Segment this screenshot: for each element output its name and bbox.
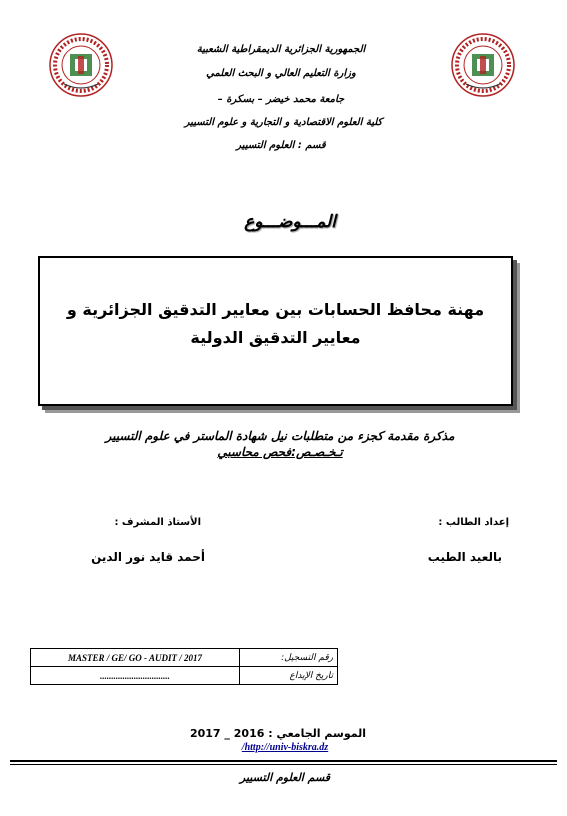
deposit-value: ............................... [31, 667, 240, 685]
student-name: بالعيد الطيب [427, 550, 502, 564]
registration-value: MASTER / GE/ GO - AUDIT / 2017 [31, 649, 240, 667]
header-line-department: قسم : العلوم التسيير [236, 140, 326, 151]
university-seal-icon [48, 32, 114, 98]
header-line-university: جامعة محمد خيضر – بسكرة – [217, 94, 345, 105]
memo-line-1: مذكرة مقدمة كجزء من متطلبات نيل شهادة الماستر في علوم التسيير [105, 429, 455, 443]
deposit-label: تاريخ الإيداع [240, 667, 338, 685]
registration-label: رقم التسجيل: [240, 649, 338, 667]
supervisor-label: الأستاذ المشرف : [114, 517, 201, 528]
footer-department: قسم العلوم التسيير [239, 771, 331, 784]
memo-line-2: تـخـصـص:فحص محاسبي [217, 445, 343, 459]
title-box [38, 256, 513, 406]
university-link[interactable]: /http://univ-biskra.dz [241, 742, 329, 753]
memo-description [60, 428, 500, 460]
thesis-title: مهنة محافظ الحسابات بين معايير التدقيق الجزائرية و معايير التدقيق الدولية [66, 300, 485, 347]
header-line-faculty: كلية العلوم الاقتصادية و التجارية و علوم التسيير [184, 117, 383, 128]
registration-table [30, 648, 338, 685]
table-row [31, 649, 338, 667]
supervisor-name: أحمد قايد نور الدين [91, 550, 205, 564]
student-label: إعداد الطالب : [438, 517, 509, 528]
footer-divider [10, 760, 557, 762]
table-row [31, 667, 338, 685]
header-line-ministry: وزارة التعليم العالي و البحث العلمي [206, 68, 356, 79]
topic-heading: المـــوضـــوع [244, 212, 336, 232]
academic-season: الموسم الجامعي : 2016 _ 2017 [189, 727, 367, 740]
header-line-republic: الجمهورية الجزائرية الديمقراطية الشعبية [196, 44, 366, 55]
footer-divider-thin [10, 764, 557, 765]
university-seal-icon [450, 32, 516, 98]
